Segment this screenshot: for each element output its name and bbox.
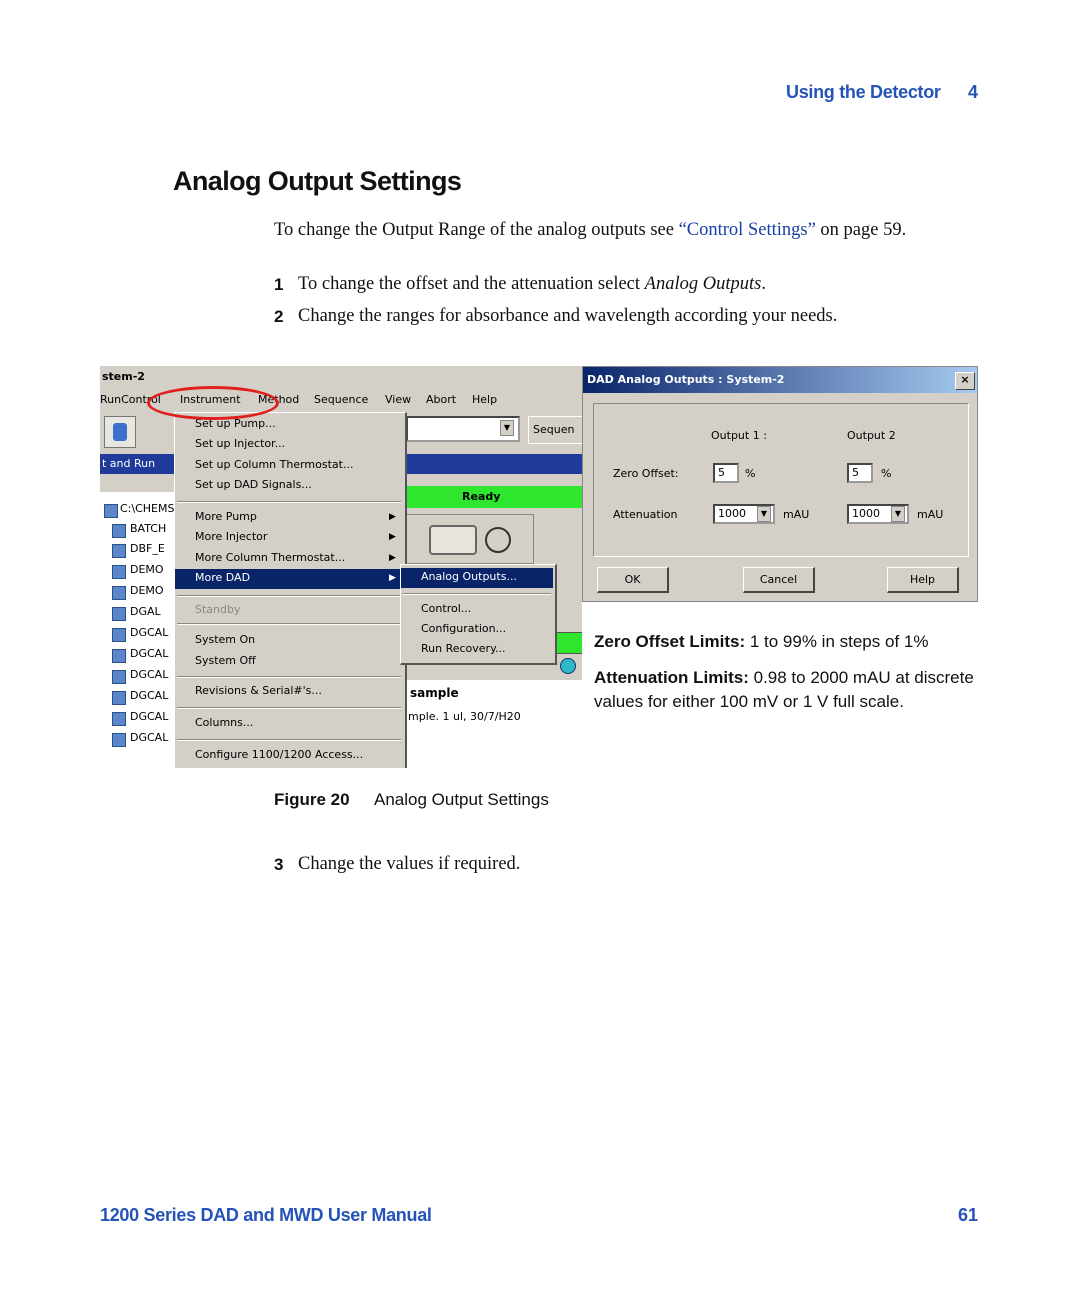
figure-caption-text: Analog Output Settings	[374, 790, 549, 809]
unit-label: mAU	[917, 508, 944, 521]
zero-offset-label: Zero Offset:	[613, 467, 679, 480]
window-title: stem-2	[102, 370, 145, 383]
folder-icon	[112, 733, 126, 747]
menu-item-configure-access[interactable]: Configure 1100/1200 Access...	[195, 748, 364, 761]
figure-caption	[274, 790, 549, 810]
percent-label: %	[745, 467, 756, 480]
tree-item[interactable]: DGCAL	[130, 647, 169, 660]
folder-icon	[112, 544, 126, 558]
menu-item-analog-outputs[interactable]: Analog Outputs...	[421, 570, 517, 583]
help-button[interactable]: Help	[887, 567, 959, 593]
folder-icon	[112, 691, 126, 705]
intro-paragraph	[274, 218, 974, 242]
tree-item[interactable]: DGCAL	[130, 731, 169, 744]
folder-icon	[104, 504, 118, 518]
tree-item[interactable]: DGCAL	[130, 626, 169, 639]
step-2	[274, 306, 838, 327]
chevron-down-icon[interactable]: ▼	[757, 506, 771, 522]
submenu-arrow-icon: ▶	[389, 553, 396, 563]
attenuation-limits-note: Attenuation Limits: 0.98 to 2000 mAU at discrete values for either 100 mV or 1 V full scale.	[594, 668, 974, 711]
stop-button[interactable]	[429, 525, 477, 555]
folder-icon	[112, 524, 126, 538]
sequence-button[interactable]: Sequen	[528, 416, 582, 444]
menu-divider	[177, 595, 401, 597]
menu-divider	[177, 739, 401, 741]
step-text: Change the ranges for absorbance and wavelength according your needs.	[298, 306, 838, 326]
ok-button[interactable]: OK	[597, 567, 669, 593]
intro-text-after: on page 59.	[815, 220, 907, 240]
tree-item[interactable]: DGCAL	[130, 710, 169, 723]
menu-divider	[177, 501, 401, 503]
tree-item[interactable]: BATCH	[130, 522, 167, 535]
tree-item[interactable]: C:\CHEMS	[120, 502, 175, 515]
percent-label: %	[881, 467, 892, 480]
intro-text: To change the Output Range of the analog outputs see	[274, 220, 679, 240]
stop-panel	[406, 514, 534, 564]
menu-item-more-pump[interactable]: More Pump	[195, 510, 257, 523]
submenu-arrow-icon: ▶	[389, 532, 396, 542]
menu-method[interactable]: Method	[258, 393, 300, 406]
menu-item-control[interactable]: Control...	[421, 602, 472, 615]
menu-runcontrol[interactable]: RunControl	[100, 393, 161, 406]
step-number: 1	[274, 275, 284, 294]
run-status-label: t and Run	[100, 454, 174, 474]
tree-item[interactable]: DBF_E	[130, 542, 165, 555]
dialog-title-bar	[583, 367, 977, 393]
figure-label: Figure 20	[274, 790, 350, 809]
menu-item-run-recovery[interactable]: Run Recovery...	[421, 642, 506, 655]
step-number: 2	[274, 307, 284, 326]
zero-offset-limits-note: Zero Offset Limits: 1 to 99% in steps of 1%	[594, 632, 929, 651]
menu-divider	[403, 593, 551, 595]
folder-icon	[112, 649, 126, 663]
tree-item[interactable]: DGAL	[130, 605, 161, 618]
step-number: 3	[274, 855, 284, 874]
menu-item-columns[interactable]: Columns...	[195, 716, 254, 729]
folder-icon	[112, 712, 126, 726]
folder-icon	[112, 586, 126, 600]
folder-icon	[112, 628, 126, 642]
running-header-chapter-number: 4	[968, 82, 979, 102]
menu-item-standby[interactable]: Standby	[195, 603, 241, 616]
submenu-arrow-icon: ▶	[389, 573, 396, 583]
menu-item-configuration[interactable]: Configuration...	[421, 622, 507, 635]
step-text: To change the offset and the attenuation select Analog Outputs.	[298, 274, 766, 294]
submenu-arrow-icon: ▶	[389, 512, 396, 522]
unit-label: mAU	[783, 508, 810, 521]
footer-manual-title: 1200 Series DAD and MWD User Manual	[100, 1205, 432, 1225]
menu-instrument[interactable]: Instrument	[180, 393, 241, 406]
chevron-down-icon[interactable]: ▼	[500, 420, 514, 436]
dialog-group-box	[593, 403, 969, 557]
menu-divider	[177, 676, 401, 678]
close-icon[interactable]: ×	[955, 372, 975, 390]
folder-icon	[112, 607, 126, 621]
dad-submenu	[400, 564, 557, 665]
control-settings-link[interactable]: “Control Settings”	[678, 220, 816, 240]
instrument-menu	[174, 412, 407, 768]
tree-item[interactable]: DEMO	[130, 563, 164, 576]
folder-icon	[112, 565, 126, 579]
sample-panel: sample mple. 1 ul, 30/7/H20	[406, 680, 582, 768]
menu-item-set-up-dad-signals[interactable]: Set up DAD Signals...	[195, 478, 312, 491]
vial-icon	[113, 423, 127, 441]
cancel-button[interactable]: Cancel	[743, 567, 815, 593]
dialog-title: DAD Analog Outputs : System-2	[587, 373, 785, 386]
zero-offset-output-2-input[interactable]: 5	[847, 463, 873, 483]
folder-icon	[112, 670, 126, 684]
footer-page-number: 61	[958, 1205, 979, 1225]
menu-item-system-off[interactable]: System Off	[195, 654, 256, 667]
menu-help[interactable]: Help	[472, 393, 498, 406]
window-title-bar	[100, 366, 582, 388]
tray-icon	[560, 658, 576, 674]
step-3	[274, 854, 521, 875]
zero-offset-output-1-input[interactable]: 5	[713, 463, 739, 483]
step-text: Change the values if required.	[298, 854, 521, 874]
ready-indicator: Ready	[406, 486, 582, 508]
status-band	[406, 454, 582, 474]
menu-divider	[177, 623, 401, 625]
menu-abort[interactable]: Abort	[426, 393, 457, 406]
step-1	[274, 274, 766, 295]
running-header-chapter-title: Using the Detector	[786, 82, 941, 102]
attenuation-label: Attenuation	[613, 508, 678, 521]
menu-item-system-on[interactable]: System On	[195, 633, 256, 646]
tree-items	[100, 492, 174, 768]
menu-divider	[177, 707, 401, 709]
menu-item-more-dad[interactable]: More DAD	[195, 571, 251, 584]
menu-item-more-column-thermostat[interactable]: More Column Thermostat...	[195, 551, 346, 564]
highlight-ellipse	[147, 386, 279, 420]
refresh-icon	[485, 527, 511, 553]
tree-item[interactable]: DGCAL	[130, 689, 169, 702]
menu-item-revisions[interactable]: Revisions & Serial#'s...	[195, 684, 322, 697]
menu-item-more-injector[interactable]: More Injector	[195, 530, 268, 543]
menu-item-set-up-column-thermostat[interactable]: Set up Column Thermostat...	[195, 458, 354, 471]
chevron-down-icon[interactable]: ▼	[891, 506, 905, 522]
tree-item[interactable]: DEMO	[130, 584, 164, 597]
section-title: Analog Output Settings	[173, 166, 462, 196]
menu-item-set-up-pump[interactable]: Set up Pump...	[195, 417, 276, 430]
figure-callouts	[594, 630, 974, 714]
output-2-header: Output 2	[847, 429, 896, 442]
menu-item-set-up-injector[interactable]: Set up Injector...	[195, 437, 286, 450]
toolbar-button[interactable]	[104, 416, 136, 448]
attenuation-output-1-combo[interactable]: 1000	[713, 504, 775, 524]
tree-item[interactable]: DGCAL	[130, 668, 169, 681]
menu-view[interactable]: View	[385, 393, 412, 406]
attenuation-output-2-combo[interactable]: 1000	[847, 504, 909, 524]
output-1-header: Output 1 :	[711, 429, 767, 442]
menu-sequence[interactable]: Sequence	[314, 393, 369, 406]
dad-analog-outputs-dialog	[582, 366, 978, 602]
chemstation-window	[100, 366, 582, 768]
